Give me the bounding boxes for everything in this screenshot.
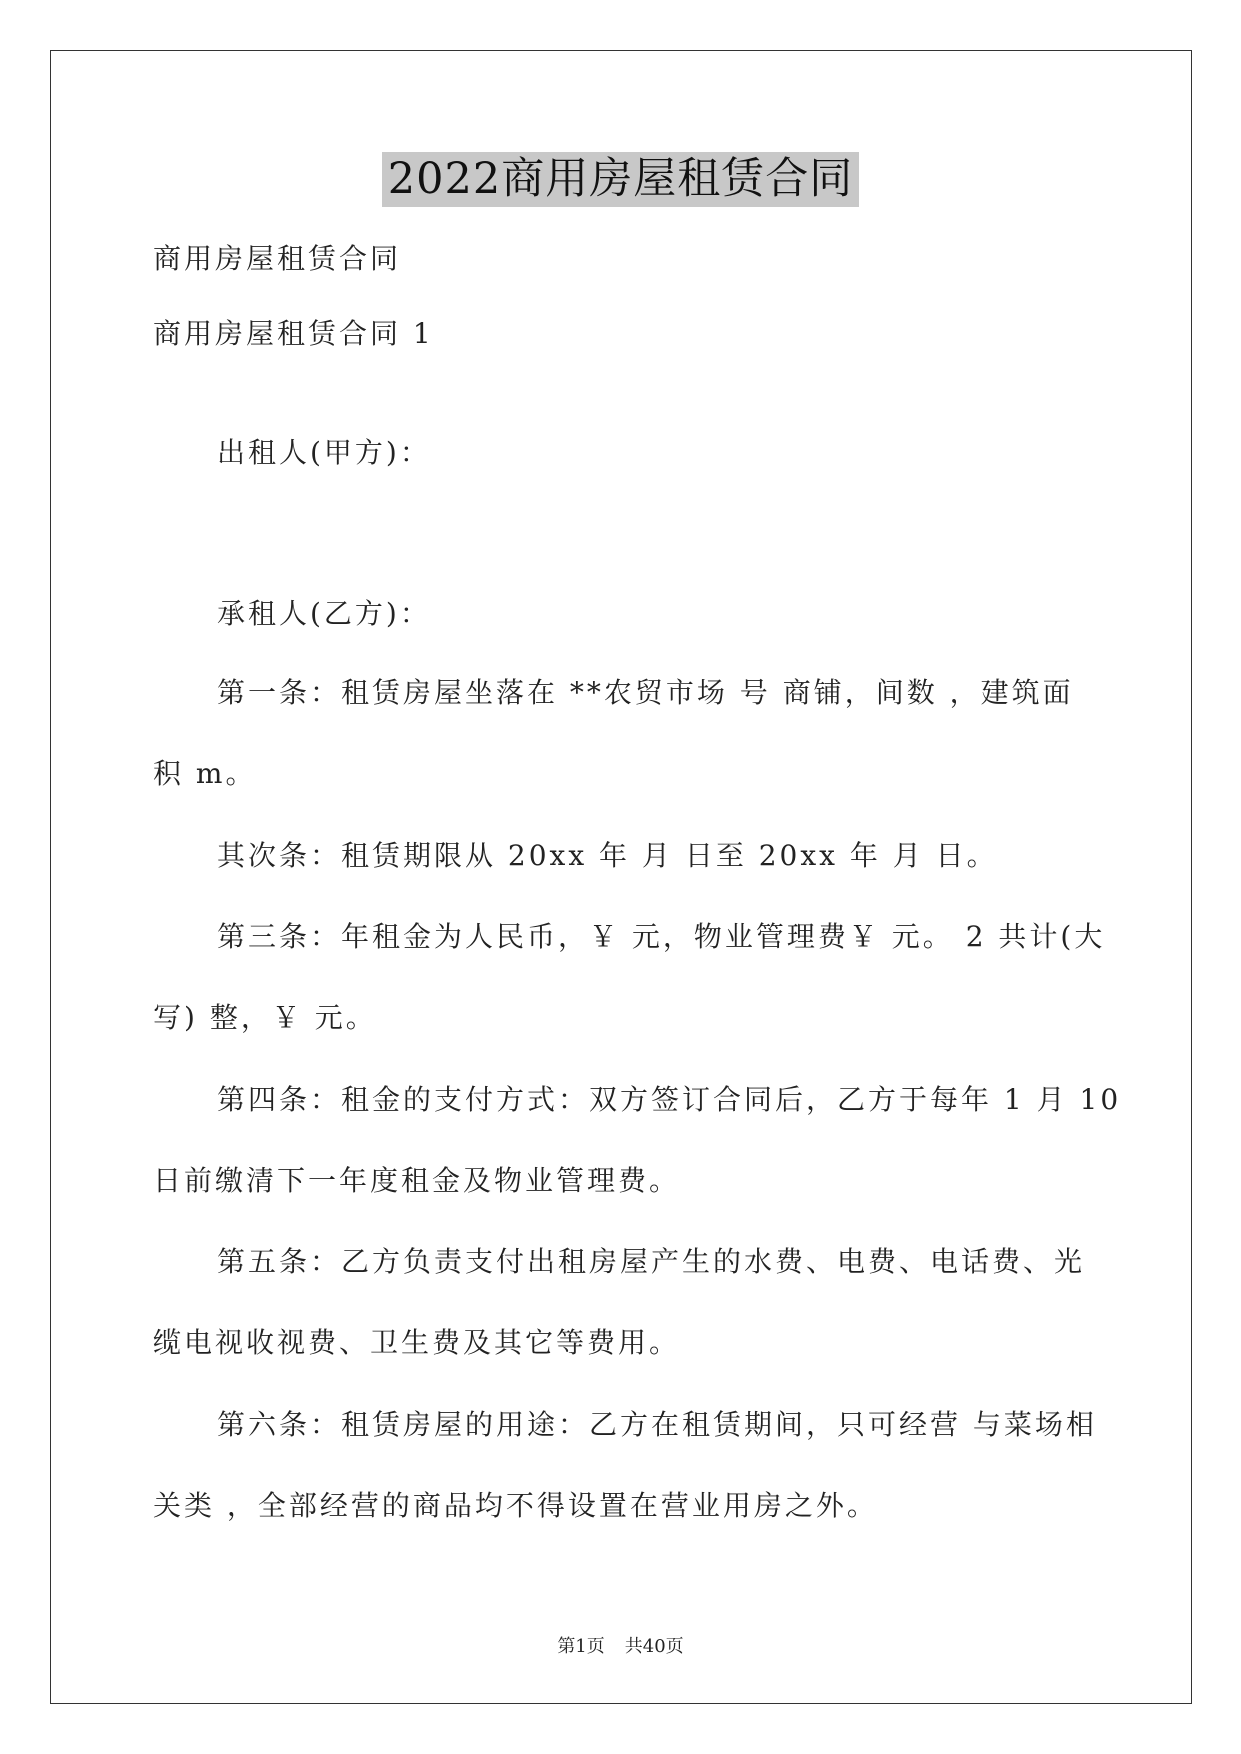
doc-line-lessor: 出租人(甲方)： bbox=[217, 436, 431, 469]
doc-line-article-6-cont: 关类 ，全部经营的商品均不得设置在营业用房之外。 bbox=[153, 1489, 878, 1522]
doc-line-article-3: 第三条：年租金为人民币，￥ 元，物业管理费￥ 元。 2 共计(大 bbox=[217, 920, 1106, 953]
doc-line-article-4: 第四条：租金的支付方式：双方签订合同后，乙方于每年 1 月 10 bbox=[217, 1083, 1122, 1116]
page-number-current: 第1页 bbox=[557, 1636, 605, 1657]
doc-line-article-3-cont: 写) 整，￥ 元。 bbox=[153, 1001, 377, 1034]
doc-line-lessee: 承租人(乙方)： bbox=[217, 597, 431, 630]
doc-line-article-4-cont: 日前缴清下一年度租金及物业管理费。 bbox=[153, 1164, 681, 1197]
document-title: 2022商用房屋租赁合同 bbox=[382, 152, 859, 207]
title-container bbox=[0, 152, 1241, 207]
doc-line-subheading: 商用房屋租赁合同 1 bbox=[153, 317, 434, 350]
doc-line-article-5-cont: 缆电视收视费、卫生费及其它等费用。 bbox=[153, 1326, 681, 1359]
doc-line-heading: 商用房屋租赁合同 bbox=[153, 242, 402, 275]
doc-line-article-6: 第六条：租赁房屋的用途：乙方在租赁期间，只可经营 与菜场相 bbox=[217, 1408, 1097, 1441]
doc-line-article-1-cont: 积 m。 bbox=[153, 757, 257, 790]
doc-line-article-5: 第五条：乙方负责支付出租房屋产生的水费、电费、电话费、光 bbox=[217, 1245, 1086, 1278]
page-border bbox=[50, 50, 1192, 1704]
page-number-total: 共40页 bbox=[624, 1636, 684, 1657]
page-footer bbox=[0, 1632, 1241, 1658]
doc-line-article-2: 其次条：租赁期限从 20xx 年 月 日至 20xx 年 月 日。 bbox=[217, 839, 998, 872]
doc-line-article-1: 第一条：租赁房屋坐落在 **农贸市场 号 商铺，间数 ，建筑面 bbox=[217, 676, 1074, 709]
